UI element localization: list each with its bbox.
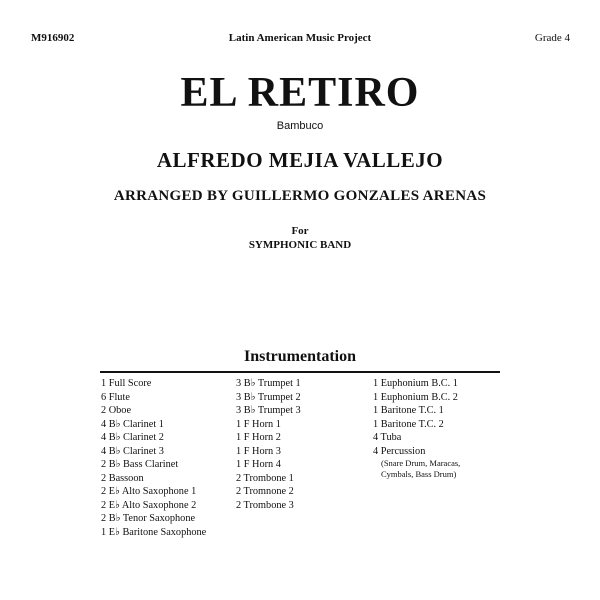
percussion-note: (Snare Drum, Maracas, bbox=[381, 458, 461, 468]
instrument-item: 2 Oboe bbox=[101, 405, 132, 416]
instrument-item: 4 Percussion bbox=[373, 445, 426, 457]
piece-subtitle: Bambuco bbox=[276, 120, 324, 132]
composer-name: ALFREDO MEJIA VALLEJO bbox=[156, 148, 444, 172]
instrument-item: 2 B♭ Bass Clarinet bbox=[101, 459, 179, 470]
instrumentation-heading: Instrumentation bbox=[243, 348, 356, 365]
instrument-item: 2 B♭ Tenor Saxophone bbox=[101, 513, 196, 524]
instrument-item: 1 F Horn 1 bbox=[236, 418, 281, 430]
instrument-item: 1 Baritone T.C. 1 bbox=[373, 405, 444, 416]
instrument-item: 1 Euphonium B.C. 1 bbox=[373, 378, 458, 389]
instrument-item: 2 E♭ Alto Saxophone 2 bbox=[101, 499, 197, 511]
for-label: For bbox=[291, 225, 309, 237]
instrument-column-2 bbox=[236, 377, 301, 512]
project-name: Latin American Music Project bbox=[228, 32, 372, 44]
instrument-item: 1 F Horn 4 bbox=[236, 459, 281, 470]
instrument-item: 1 E♭ Baritone Saxophone bbox=[101, 526, 207, 538]
heading-rule bbox=[100, 371, 500, 373]
ensemble-name: SYMPHONIC BAND bbox=[248, 239, 352, 251]
percussion-note: Cymbals, Bass Drum) bbox=[381, 469, 457, 479]
catalog-number: M916902 bbox=[31, 32, 75, 44]
instrument-item: 3 B♭ Trumpet 1 bbox=[236, 378, 301, 389]
instrument-item: 2 Trombone 3 bbox=[236, 499, 294, 511]
arranger-credit: ARRANGED BY GUILLERMO GONZALES ARENAS bbox=[113, 188, 487, 204]
instrument-column-3 bbox=[373, 377, 460, 480]
instrument-item: 1 Euphonium B.C. 2 bbox=[373, 391, 458, 403]
grade-level: Grade 4 bbox=[534, 32, 570, 44]
instrument-item: 6 Flute bbox=[101, 391, 130, 403]
instrument-item: 2 Tromnone 2 bbox=[236, 486, 294, 497]
instrument-item: 4 B♭ Clarinet 3 bbox=[101, 445, 164, 457]
instrument-item: 3 B♭ Trumpet 3 bbox=[236, 405, 301, 416]
instrument-item: 2 E♭ Alto Saxophone 1 bbox=[101, 486, 197, 497]
instrument-item: 4 B♭ Clarinet 2 bbox=[101, 432, 164, 443]
instrument-item: 4 Tuba bbox=[373, 432, 402, 443]
instrument-item: 1 Full Score bbox=[101, 378, 152, 389]
instrument-item: 4 B♭ Clarinet 1 bbox=[101, 418, 164, 430]
instrument-column-1 bbox=[101, 377, 206, 539]
instrument-item: 2 Trombone 1 bbox=[236, 472, 294, 484]
instrument-item: 3 B♭ Trumpet 2 bbox=[236, 391, 301, 403]
instrument-item: 2 Bassoon bbox=[101, 472, 144, 484]
piece-title: EL RETIRO bbox=[180, 70, 420, 116]
instrument-item: 1 F Horn 3 bbox=[236, 445, 281, 457]
instrument-item: 1 F Horn 2 bbox=[236, 432, 281, 443]
instrument-item: 1 Baritone T.C. 2 bbox=[373, 418, 444, 430]
